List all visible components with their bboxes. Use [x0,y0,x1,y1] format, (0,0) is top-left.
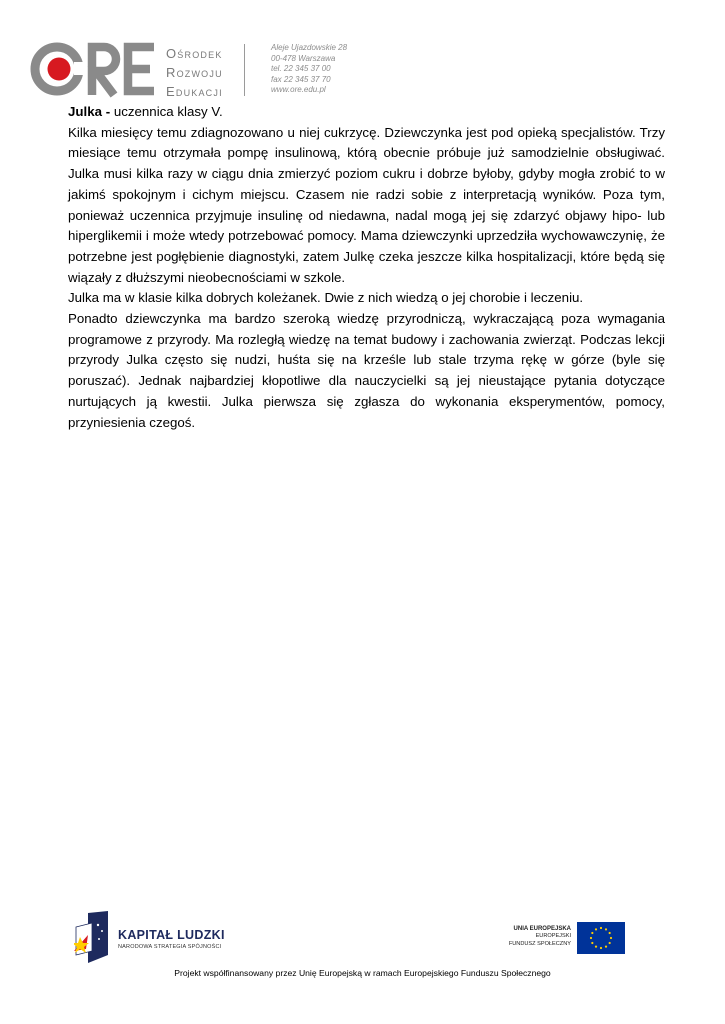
paragraph-knowledge: Ponadto dziewczynka ma bardzo szeroką wiedzę przyrodniczą, wykraczającą poza wymagania programowe z przyrody. Ma rozległą wiedzę na temat budowy i zachowania zwierząt. Podczas lekcji przyrody Julka często się nudzi, huśta się na krześle lub stale trzyma rękę w górze (byle się poruszać). Jednak najbardziej kłopotliwe dla nauczycielki są jej nieustające pytania dotyczące nurtujących ją kwestii. Julka pierwsza się zgłasza do wykonania eksperymentów, pomocy, przyniesienia czegoś. [68,311,665,430]
eu-star [610,937,612,939]
ore-logo-r [92,47,116,95]
kapital-ludzki-flag-icon [74,911,108,963]
eu-text [509,926,571,948]
eu-star [591,932,593,934]
eu-label-european: EUROPEJSKI [535,933,571,940]
funding-note: Projekt współfinansowany przez Unię Europejską w ramach Europejskiego Funduszu Społecznego [174,968,551,978]
title-name: Julka - [68,104,111,119]
ore-name-line: Ośrodek [166,46,223,61]
header [30,40,430,102]
eu-label-fund: FUNDUSZ SPOŁECZNY [508,940,571,947]
header-divider [244,44,245,96]
kapital-ludzki-logo [74,911,249,966]
eu-label-union: UNIA EUROPEJSKA [513,926,571,932]
eu-star [600,947,602,949]
contact-fax: fax 22 345 37 70 [271,74,331,84]
paragraph-health: Kilka miesięcy temu zdiagnozowano u niej cukrzycę. Dziewczynka jest pod opieką specjalistów. Trzy miesiące temu otrzymała pompę insulinową, którą obecnie próbuje już samodzielnie obsługiwać. Julka musi kilka razy w ciągu dnia zmierzyć poziom cukru i dobrze byłoby, gdyby mogła zrobić to w jakimś spokojnym i cichym miejscu. Czasem nie radzi sobie z interpretacją wyników. Poza tym, ponieważ uczennica przyjmuje insulinę od niedawna, nadal mogą jej się zdarzyć objawy hipo- lub hiperglikemii i może wtedy potrzebować pomocy. Mama dziewczynki uprzedziła wychowawczynię, że potrzebne jest pogłębienie diagnostyki, zatem Julkę czeka jeszcze kilka hospitalizacji, które będą się wiązały z dłuższymi nieobecnościami w szkole. [68,124,665,285]
paragraph-friends: Julka ma w klasie kilka dobrych koleżanek. Dwie z nich wiedzą o jej chorobie i leczeniu. [68,290,584,306]
ore-name-line: Edukacji [166,84,223,99]
kapital-ludzki-title: KAPITAŁ LUDZKI [118,928,225,942]
eu-star [595,928,597,930]
eu-star [600,927,602,929]
contact-website: www.ore.edu.pl [271,85,326,94]
document-title [68,102,665,123]
eu-star [609,932,611,934]
ore-logo [30,40,160,98]
eu-star [591,942,593,944]
ore-logo-o [35,47,88,91]
ore-contact [271,43,347,96]
contact-address: Aleje Ujazdowskie 28 [271,43,348,52]
ore-name-line: Rozwoju [166,65,223,80]
eu-star [609,942,611,944]
document-body [68,102,665,433]
contact-city: 00-478 Warszawa [271,53,336,63]
eu-star [605,946,607,948]
kapital-ludzki-subtitle: NARODOWA STRATEGIA SPÓJNOŚCI [118,944,222,950]
contact-phone: tel. 22 345 37 00 [271,64,331,73]
title-description: uczennica klasy V. [110,104,223,119]
eu-logo [500,920,625,956]
eu-flag-icon [577,922,625,954]
eu-star [595,946,597,948]
eu-star [605,928,607,930]
ore-logo-e [128,47,154,91]
ore-organization-name [166,44,223,101]
eu-star [590,937,592,939]
